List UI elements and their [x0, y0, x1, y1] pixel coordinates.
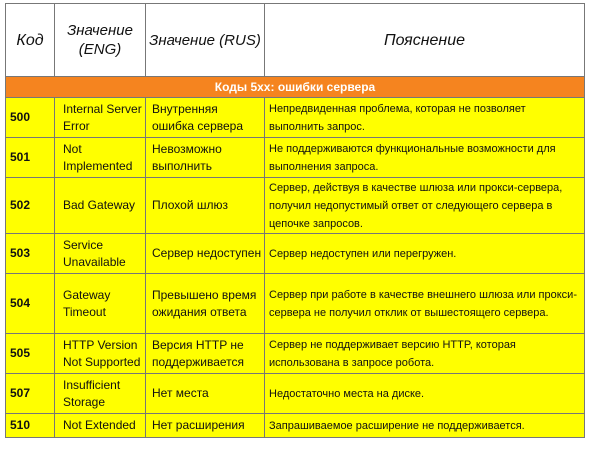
eng-cell: Not Implemented — [55, 138, 146, 178]
table-row — [6, 138, 585, 178]
explanation-cell: Непредвиденная проблема, которая не позволяет выполнить запрос. — [265, 98, 585, 138]
table-row — [6, 334, 585, 374]
explanation-cell: Сервер не поддерживает версию HTTP, которая использована в запросе робота. — [265, 334, 585, 374]
header-code: Код — [6, 4, 55, 77]
rus-cell: Нет расширения — [146, 414, 265, 438]
explanation-cell: Запрашиваемое расширение не поддерживается. — [265, 414, 585, 438]
eng-cell: HTTP Version Not Supported — [55, 334, 146, 374]
table-row — [6, 178, 585, 234]
code-cell: 503 — [6, 234, 55, 274]
table-row — [6, 98, 585, 138]
header-eng: Значение (ENG) — [55, 4, 146, 77]
eng-cell: Service Unavailable — [55, 234, 146, 274]
rus-cell: Сервер недоступен — [146, 234, 265, 274]
code-cell: 504 — [6, 274, 55, 334]
table-row — [6, 274, 585, 334]
code-cell: 502 — [6, 178, 55, 234]
explanation-cell: Не поддерживаются функциональные возможности для выполнения запроса. — [265, 138, 585, 178]
eng-cell: Gateway Timeout — [55, 274, 146, 334]
section-title: Коды 5хх: ошибки сервера — [6, 77, 585, 98]
table-header-row — [6, 4, 585, 77]
table-row — [6, 414, 585, 438]
eng-cell: Insufficient Storage — [55, 374, 146, 414]
table-row — [6, 234, 585, 274]
explanation-cell: Недостаточно места на диске. — [265, 374, 585, 414]
section-row — [6, 77, 585, 98]
rus-cell: Версия HTTP не поддерживается — [146, 334, 265, 374]
eng-cell: Bad Gateway — [55, 178, 146, 234]
explanation-cell: Сервер, действуя в качестве шлюза или прокси-сервера, получил недопустимый ответ от следующего сервера в цепочке запросов. — [265, 178, 585, 234]
code-cell: 507 — [6, 374, 55, 414]
code-cell: 500 — [6, 98, 55, 138]
explanation-cell: Сервер недоступен или перегружен. — [265, 234, 585, 274]
header-rus: Значение (RUS) — [146, 4, 265, 77]
table-row — [6, 374, 585, 414]
http-5xx-codes-table — [5, 3, 585, 438]
explanation-cell: Сервер при работе в качестве внешнего шлюза или прокси-сервера не получил отклик от вышестоящего сервера. — [265, 274, 585, 334]
eng-cell: Internal Server Error — [55, 98, 146, 138]
code-cell: 501 — [6, 138, 55, 178]
header-explanation: Пояснение — [265, 4, 585, 77]
rus-cell: Невозможно выполнить — [146, 138, 265, 178]
eng-cell: Not Extended — [55, 414, 146, 438]
code-cell: 510 — [6, 414, 55, 438]
rus-cell: Плохой шлюз — [146, 178, 265, 234]
code-cell: 505 — [6, 334, 55, 374]
rus-cell: Превышено время ожидания ответа — [146, 274, 265, 334]
rus-cell: Внутренняя ошибка сервера — [146, 98, 265, 138]
rus-cell: Нет места — [146, 374, 265, 414]
